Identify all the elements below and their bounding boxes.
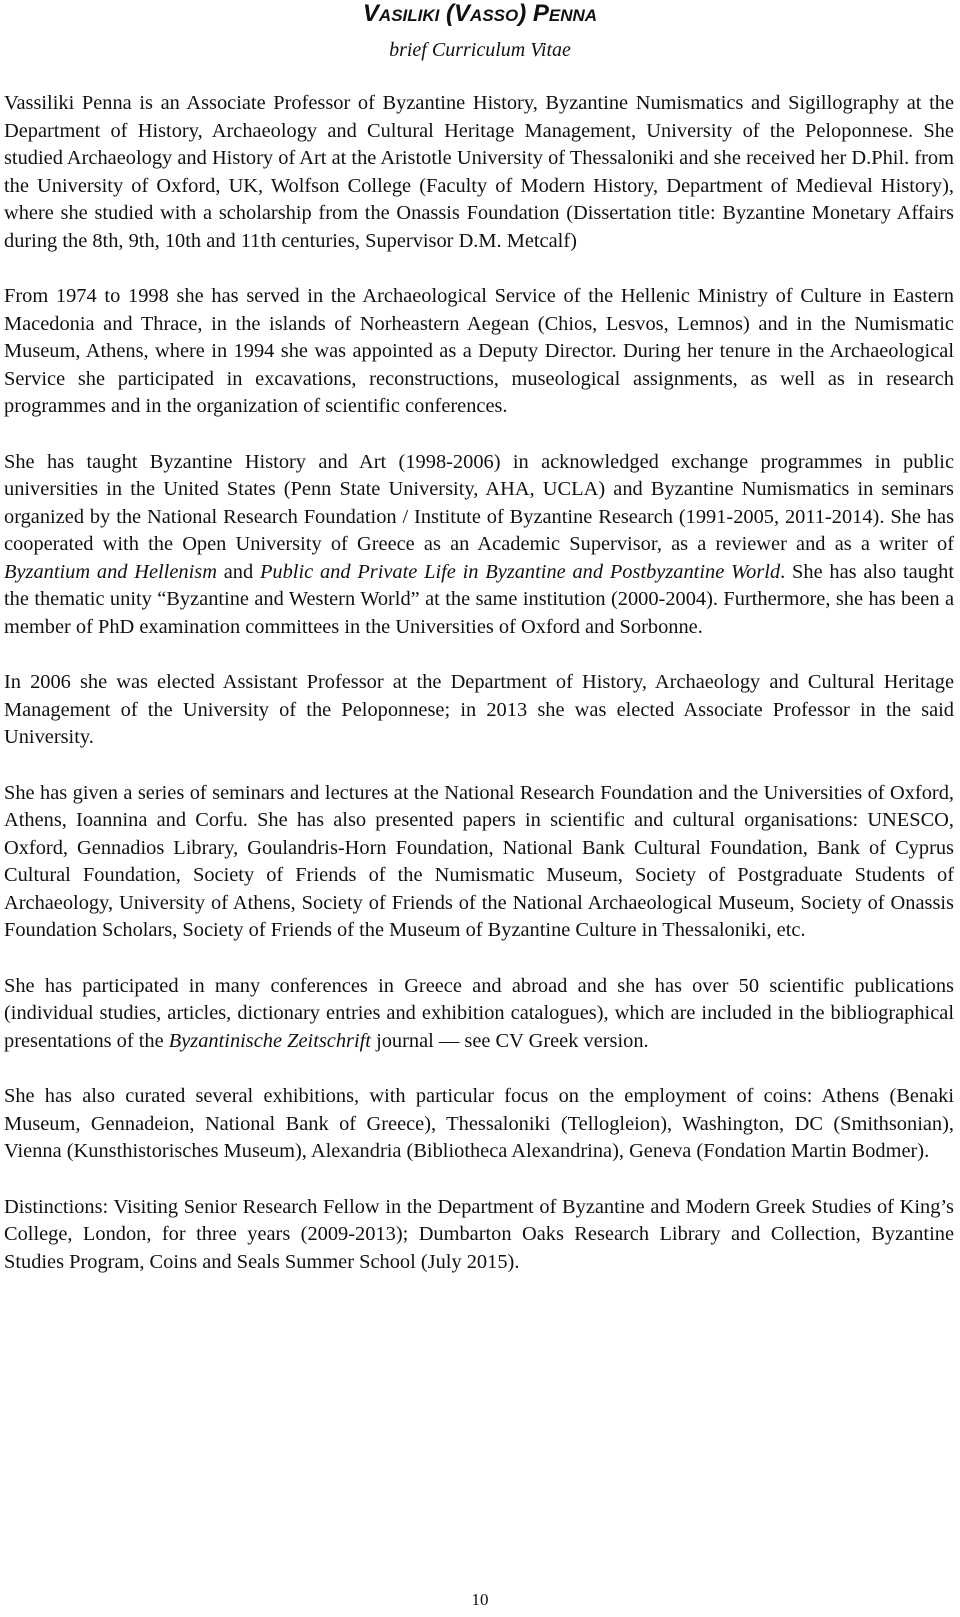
document-subtitle: brief Curriculum Vitae (389, 39, 571, 61)
paragraph-teaching-text-c: and (216, 560, 260, 583)
page-number: 10 (471, 1590, 489, 1609)
paragraph-appointments: In 2006 she was elected Assistant Professor at the Department of History, Archaeology and Cultural Heritage Management of the University of the Peloponnese; in 2013 she was elected Associate Professor in the said University. (4, 671, 954, 748)
paragraph-education: Vassiliki Penna is an Associate Professor of Byzantine History, Byzantine Numismatics and Sigillography at the Department of History, Archaeology and Cultural Heritage Management, University of the Peloponnese. She studied Archaeology and History of Art at the Aristotle University of Thessaloniki and she received her D.Phil. from the University of Oxford, UK, Wolfson College (Faculty of Modern History, Department of Medieval History), where she studied with a scholarship from the Onassis Foundation (Dissertation title: Byzantine Monetary Affairs during the 8th, 9th, 10th and 11th centuries, Supervisor D.M. Metcalf) (4, 92, 954, 252)
paragraph-archaeological-service: From 1974 to 1998 she has served in the Archaeological Service of the Hellenic Ministry of Culture in Eastern Macedonia and Thrace, in the islands of Norheastern Aegean (Chios, Lesvos, Lemnos) and in the Numismatic Museum, Athens, where in 1994 she was appointed as a Deputy Director. During her tenure in the Archaeological Service she participated in excavations, reconstructions, museological assignments, as well as in research programmes and in the organization of scientific conferences. (4, 285, 954, 417)
document-title: Vasiliki (Vasso) Penna (362, 0, 598, 27)
paragraph-teaching-text-e: . She has also taught the thematic unity “Byzantine and Western World” at the same institution (2000-2004). Furthermore, she has been a member of PhD examination committees in the Universities of Oxford and Sorbonne. (4, 560, 954, 638)
book-title-byzantium-hellenism: Byzantium and Hellenism (4, 560, 217, 583)
cv-body (4, 90, 954, 1304)
paragraph-teaching-text-a: She has taught Byzantine History and Art (1998-2006) in acknowledged exchange programmes in public universities in the United States (Penn State University, AHA, UCLA) and Byzantine Numismatics in seminars organized by the National Research Foundation / Institute of Byzantine Research (1991-2005, 2011-2014). She has cooperated with the Open University of Greece as an Academic Supervisor, as a reviewer and as a writer of (4, 450, 954, 555)
paragraph-publications-text-a: She has participated in many conferences in Greece and abroad and she has over 50 scientific publications (individual studies, articles, dictionary entries and exhibition catalogues), which are included in the bibliographical presentations of the (4, 974, 954, 1052)
journal-title: Byzantinische Zeitschrift (168, 1029, 371, 1052)
paragraph-exhibitions: She has also curated several exhibitions, with particular focus on the employment of coins: Athens (Benaki Museum, Gennadeion, National Bank of Greece), Thessaloniki (Tellogleion), Washington, DC (Smithsonian), Vienna (Kunsthistorisches Museum), Alexandria (Bibliotheca Alexandrina), Geneva (Fondation Martin Bodmer). (4, 1085, 954, 1162)
paragraph-publications-text-c: journal — see CV Greek version. (370, 1029, 649, 1052)
paragraph-publications (4, 973, 954, 1056)
paragraph-teaching (4, 449, 954, 642)
paragraph-lectures: She has given a series of seminars and lectures at the National Research Foundation and the Universities of Oxford, Athens, Ioannina and Corfu. She has also presented papers in scientific and cultural organisations: UNESCO, Oxford, Gennadios Library, Goulandris-Horn Foundation, National Bank Cultural Foundation, Bank of Cyprus Cultural Foundation, Society of Friends of the Numismatic Museum, Society of Postgraduate Students of Archaeology, University of Athens, Society of Friends of the National Archaeological Museum, Society of Onassis Foundation Scholars, Society of Friends of the Museum of Byzantine Culture in Thessaloniki, etc. (4, 781, 954, 941)
book-title-public-private-life: Public and Private Life in Byzantine and Postbyzantine World (259, 560, 781, 583)
paragraph-distinctions: Distinctions: Visiting Senior Research Fellow in the Department of Byzantine and Modern Greek Studies of King’s College, London, for three years (2009-2013); Dumbarton Oaks Research Library and Collection, Byzantine Studies Program, Coins and Seals Summer School (July 2015). (4, 1195, 954, 1273)
